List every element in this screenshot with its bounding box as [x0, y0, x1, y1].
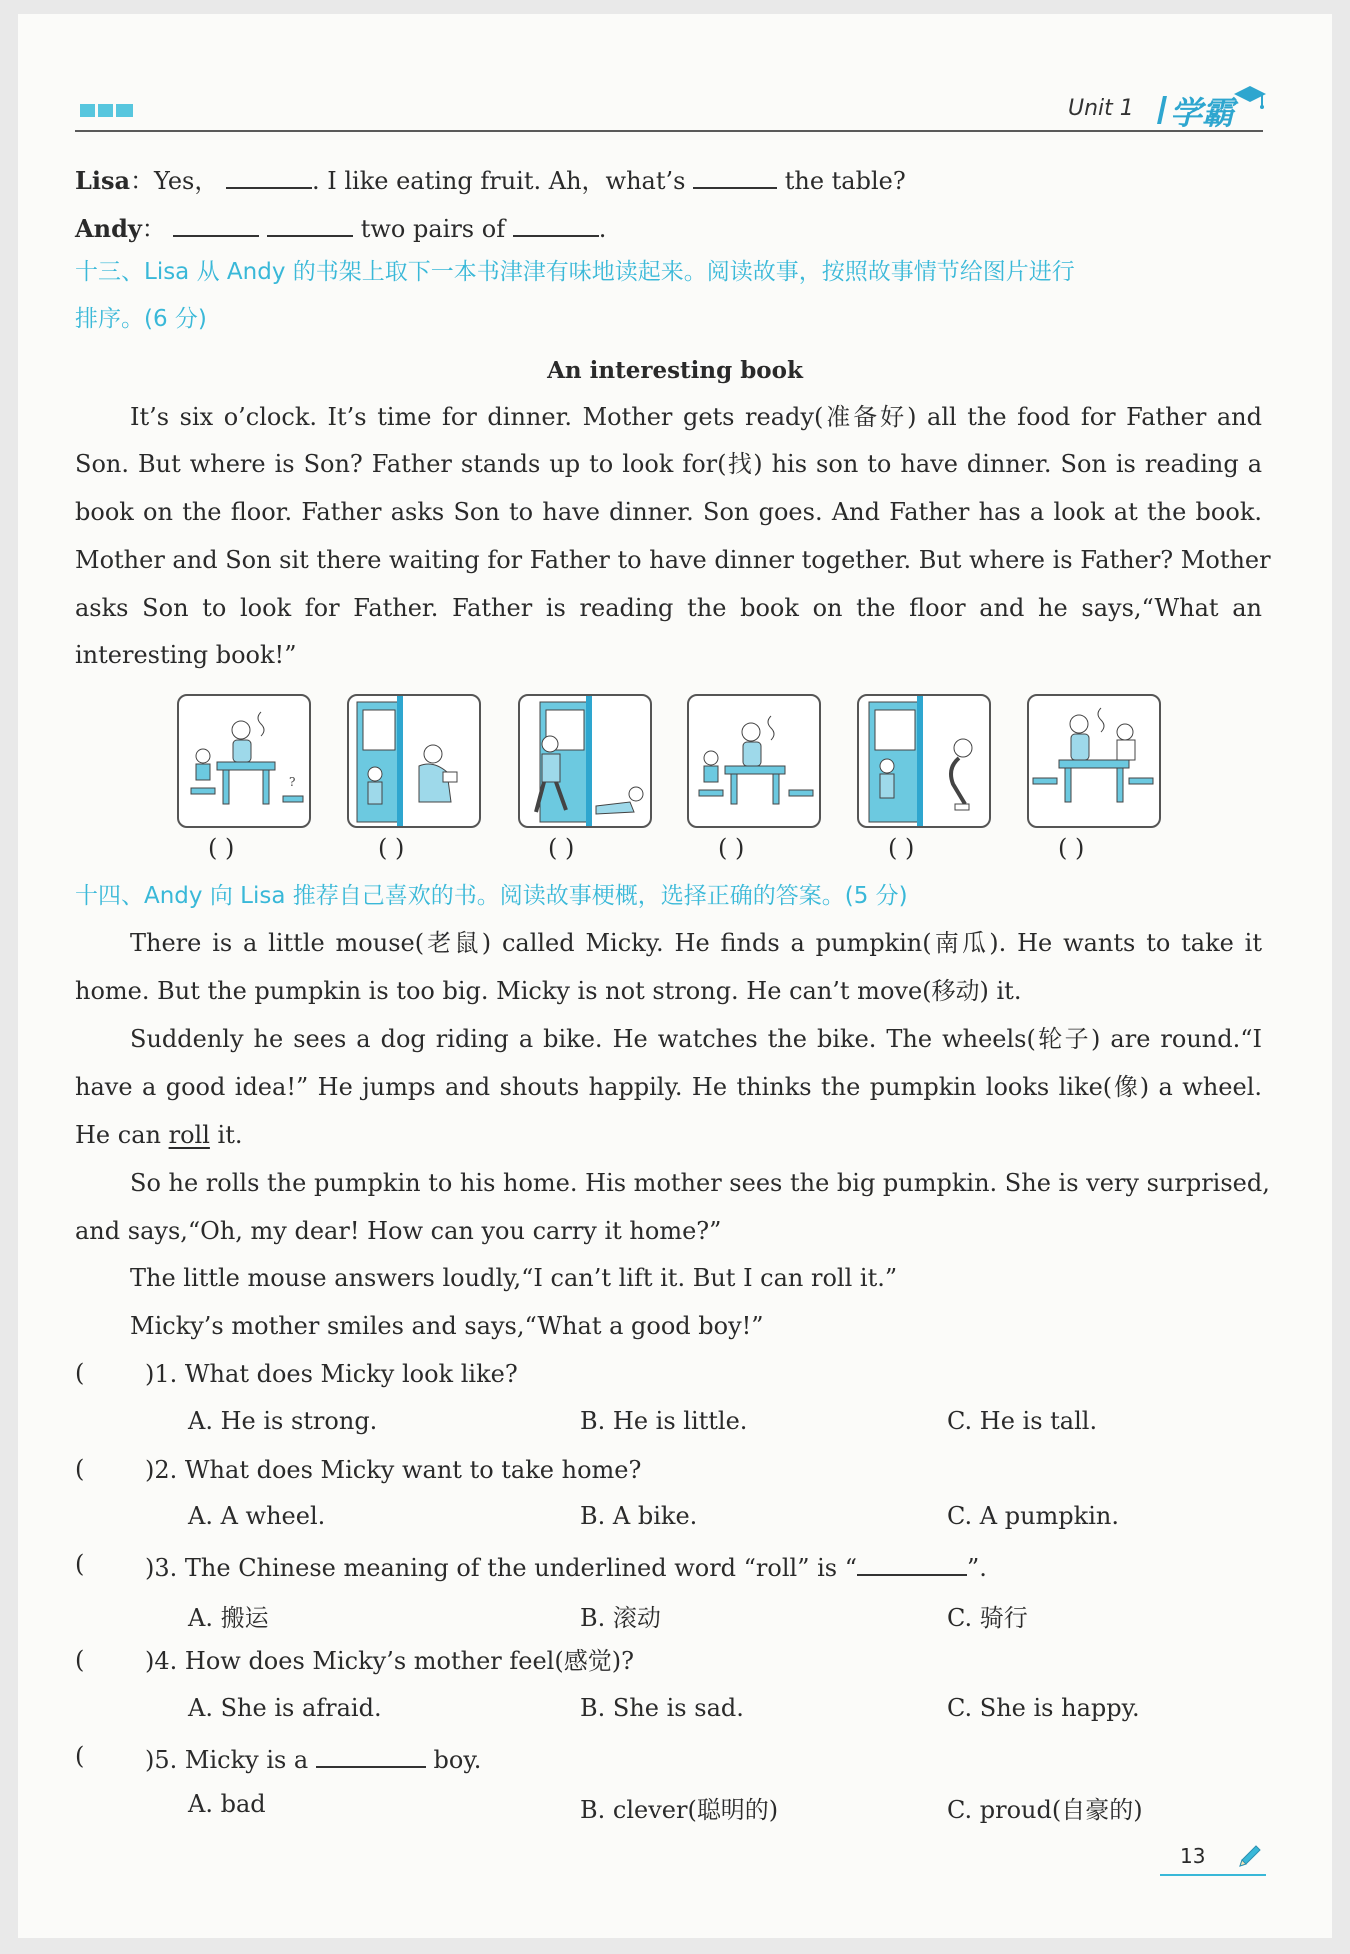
- answer-blank[interactable]: [267, 211, 353, 237]
- story-line: There is a little mouse(老鼠) called Micky. He finds a pumpkin(南瓜). He wants to take it: [130, 929, 1262, 957]
- story-picture-6: [1027, 694, 1161, 828]
- story-line: [75, 1120, 242, 1150]
- answer-blank[interactable]: [173, 211, 259, 237]
- option-a[interactable]: A. A wheel.: [188, 1502, 326, 1530]
- question-text: Micky is a: [184, 1746, 309, 1774]
- question-number: )5.: [145, 1746, 185, 1774]
- option-c[interactable]: C. He is tall.: [947, 1407, 1098, 1435]
- story-title: An interesting book: [547, 357, 803, 384]
- story-picture-5: [857, 694, 991, 828]
- story-line: book on the floor. Father asks Son to have dinner. Son goes. And Father has a look at the book.: [75, 498, 1262, 526]
- question-text: How does Micky’s mother feel(感觉)?: [184, 1647, 634, 1675]
- answer-blank[interactable]: [316, 1742, 426, 1768]
- answer-blank[interactable]: [857, 1550, 967, 1576]
- order-answer-1[interactable]: ( ): [208, 834, 235, 862]
- option-a[interactable]: A. He is strong.: [188, 1407, 378, 1435]
- question-text: What does Micky want to take home?: [184, 1456, 642, 1484]
- answer-blank[interactable]: [693, 163, 777, 189]
- story-line: asks Son to look for Father. Father is reading the book on the floor and he says,“What an: [75, 594, 1262, 622]
- option-b[interactable]: B. 滚动: [580, 1604, 661, 1632]
- underlined-word-roll: roll: [168, 1121, 210, 1149]
- header-square: [116, 104, 133, 117]
- question-1: [145, 1359, 518, 1389]
- andy-text: two pairs of: [360, 215, 506, 243]
- story-line: home. But the pumpkin is too big. Micky is not strong. He can’t move(移动) it.: [75, 977, 1022, 1005]
- story-picture-3: [518, 694, 652, 828]
- answer-blank[interactable]: [226, 163, 312, 189]
- section14-heading: 十四、Andy 向 Lisa 推荐自己喜欢的书。阅读故事梗概，选择正确的答案。(5 分): [75, 883, 908, 909]
- speaker-lisa: Lisa: [75, 166, 131, 195]
- unit-label: Unit 1: [1068, 96, 1134, 121]
- story-picture-2: [347, 694, 481, 828]
- story-line: Son. But where is Son? Father stands up to look for(找) his son to have dinner. Son is reading a: [75, 450, 1262, 478]
- answer-paren[interactable]: (: [75, 1646, 85, 1674]
- order-answer-2[interactable]: ( ): [378, 834, 405, 862]
- question-text: boy.: [433, 1746, 482, 1774]
- story-line: So he rolls the pumpkin to his home. His mother sees the big pumpkin. She is very surprised,: [130, 1169, 1270, 1197]
- question-2: [145, 1455, 641, 1485]
- story-line: interesting book!”: [75, 641, 297, 669]
- story-line: The little mouse answers loudly,“I can’t lift it. But I can roll it.”: [130, 1264, 898, 1292]
- option-a[interactable]: A. 搬运: [188, 1604, 269, 1632]
- story-line: Mother and Son sit there waiting for Father to have dinner together. But where is Father? Mother: [75, 546, 1271, 574]
- question-5: [145, 1742, 481, 1775]
- andy-colon: ：: [141, 215, 166, 243]
- header-rule: [75, 130, 1263, 132]
- option-c[interactable]: C. 骑行: [947, 1604, 1028, 1632]
- option-c[interactable]: C. She is happy.: [947, 1694, 1140, 1722]
- story-line: and says,“Oh, my dear! How can you carry it home?”: [75, 1217, 722, 1245]
- header-square: [80, 104, 95, 117]
- story-line: Micky’s mother smiles and says,“What a good boy!”: [130, 1312, 764, 1340]
- story-line: It’s six o’clock. It’s time for dinner. Mother gets ready(准备好) all the food for Father and: [130, 403, 1262, 431]
- story-line: have a good idea!” He jumps and shouts happily. He thinks the pumpkin looks like(像) a wheel.: [75, 1073, 1262, 1101]
- option-c[interactable]: C. proud(自豪的): [947, 1796, 1143, 1824]
- lisa-text: ：Yes，: [130, 167, 219, 195]
- option-c[interactable]: C. A pumpkin.: [947, 1502, 1119, 1530]
- section13-heading: 排序。(6 分): [75, 306, 207, 332]
- question-text: What does Micky look like?: [184, 1360, 518, 1388]
- header-square: [98, 104, 113, 117]
- option-a[interactable]: A. She is afraid.: [188, 1694, 382, 1722]
- andy-end: .: [598, 215, 607, 243]
- story-picture-4: [687, 694, 821, 828]
- lisa-text: . I like eating fruit. Ah，what’s: [311, 167, 686, 195]
- answer-paren[interactable]: (: [75, 1742, 85, 1770]
- story-text: He can: [75, 1121, 169, 1149]
- story-line: Suddenly he sees a dog riding a bike. He watches the bike. The wheels(轮子) are round.“I: [130, 1025, 1262, 1053]
- story-text: it.: [209, 1121, 243, 1149]
- option-b[interactable]: B. She is sad.: [580, 1694, 744, 1722]
- answer-blank[interactable]: [513, 211, 599, 237]
- section13-heading: 十三、Lisa 从 Andy 的书架上取下一本书津津有味地读起来。阅读故事，按照故事情节给图片进行: [75, 259, 1075, 285]
- pencil-icon: [1234, 1842, 1264, 1872]
- question-number: )4.: [145, 1647, 185, 1675]
- option-b[interactable]: B. clever(聪明的): [580, 1796, 779, 1824]
- question-number: )3.: [145, 1554, 185, 1582]
- order-answer-4[interactable]: ( ): [718, 834, 745, 862]
- question-number: )1.: [145, 1360, 185, 1388]
- option-b[interactable]: B. He is little.: [580, 1407, 748, 1435]
- speaker-andy: Andy: [75, 214, 142, 243]
- order-answer-6[interactable]: ( ): [1058, 834, 1085, 862]
- svg-text:?: ?: [289, 775, 296, 789]
- page-number: 13: [1180, 1844, 1206, 1868]
- question-number: )2.: [145, 1456, 185, 1484]
- option-b[interactable]: B. A bike.: [580, 1502, 698, 1530]
- answer-paren[interactable]: (: [75, 1359, 85, 1387]
- order-answer-3[interactable]: ( ): [548, 834, 575, 862]
- answer-paren[interactable]: (: [75, 1550, 85, 1578]
- page-number-rule: [1160, 1874, 1266, 1876]
- answer-paren[interactable]: (: [75, 1455, 85, 1483]
- brand-logo: 学霸: [1170, 94, 1235, 132]
- story-picture-1: [177, 694, 311, 828]
- question-4: [145, 1646, 634, 1676]
- lisa-text: the table?: [784, 167, 906, 195]
- question-text: The Chinese meaning of the underlined word “roll” is “: [184, 1554, 857, 1582]
- dialogue-lisa: [75, 163, 906, 196]
- question-3: [145, 1550, 987, 1583]
- option-a[interactable]: A. bad: [188, 1790, 266, 1818]
- graduation-cap-icon: [1232, 84, 1268, 114]
- order-answer-5[interactable]: ( ): [888, 834, 915, 862]
- question-text: ”.: [966, 1554, 987, 1582]
- dialogue-andy: [75, 211, 606, 244]
